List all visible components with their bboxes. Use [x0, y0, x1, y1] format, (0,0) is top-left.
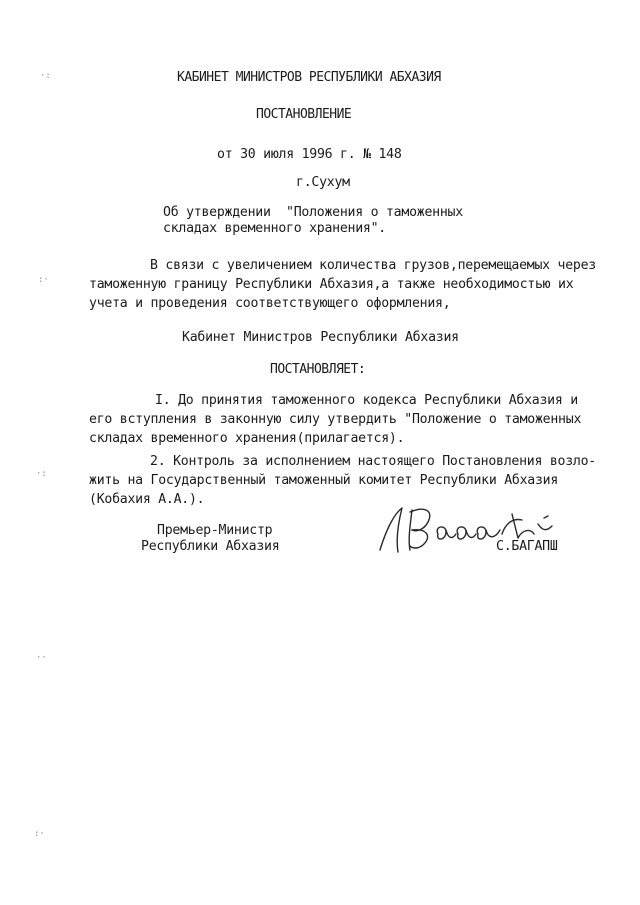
item1-line-3: складах временного хранения(прилагается). [89, 431, 405, 446]
subject-line-1: Об утверждении "Положения о таможенных [163, 205, 463, 220]
org-header: КАБИНЕТ МИНИСТРОВ РЕСПУБЛИКИ АБХАЗИЯ [177, 70, 441, 85]
preamble-line-1: В связи с увеличением количества грузов,перемещаемых через [150, 258, 596, 273]
subject-line-2: складах временного хранения". [163, 221, 386, 236]
scan-speck: :· [38, 275, 49, 285]
scan-speck: ·: [40, 71, 51, 81]
item2-line-2: жить на Государственный таможенный комитет Республики Абхазия [89, 473, 559, 488]
scan-speck: ·· [36, 653, 47, 663]
scan-speck: :· [34, 829, 45, 839]
scan-speck: ·: [36, 469, 47, 479]
document-type: ПОСТАНОВЛЕНИЕ [256, 107, 352, 122]
issuer-line: Кабинет Министров Республики Абхазия [182, 330, 459, 345]
document-date-number: от 30 июля 1996 г. № 148 [217, 147, 402, 162]
item2-line-1: 2. Контроль за исполнением настоящего Постановления возло- [150, 454, 596, 469]
signatory-name: С.БАГАПШ [496, 539, 558, 554]
signatory-title-line-1: Премьер-Министр [157, 523, 273, 538]
decree-word: ПОСТАНОВЛЯЕТ: [270, 362, 366, 377]
handwritten-signature [372, 500, 592, 560]
preamble-line-3: учета и проведения соответствующего оформления, [89, 296, 451, 311]
item2-line-3: (Кобахия А.А.). [89, 492, 205, 507]
item1-line-2: его вступления в законную силу утвердить "Положение о таможенных [89, 412, 582, 427]
signatory-title-line-2: Республики Абхазия [141, 539, 280, 554]
item1-line-1: I. До принятия таможенного кодекса Республики Абхазия и [155, 393, 578, 408]
document-city: г.Сухум [296, 175, 350, 190]
preamble-line-2: таможенную границу Республики Абхазия,а также необходимостью их [89, 277, 574, 292]
